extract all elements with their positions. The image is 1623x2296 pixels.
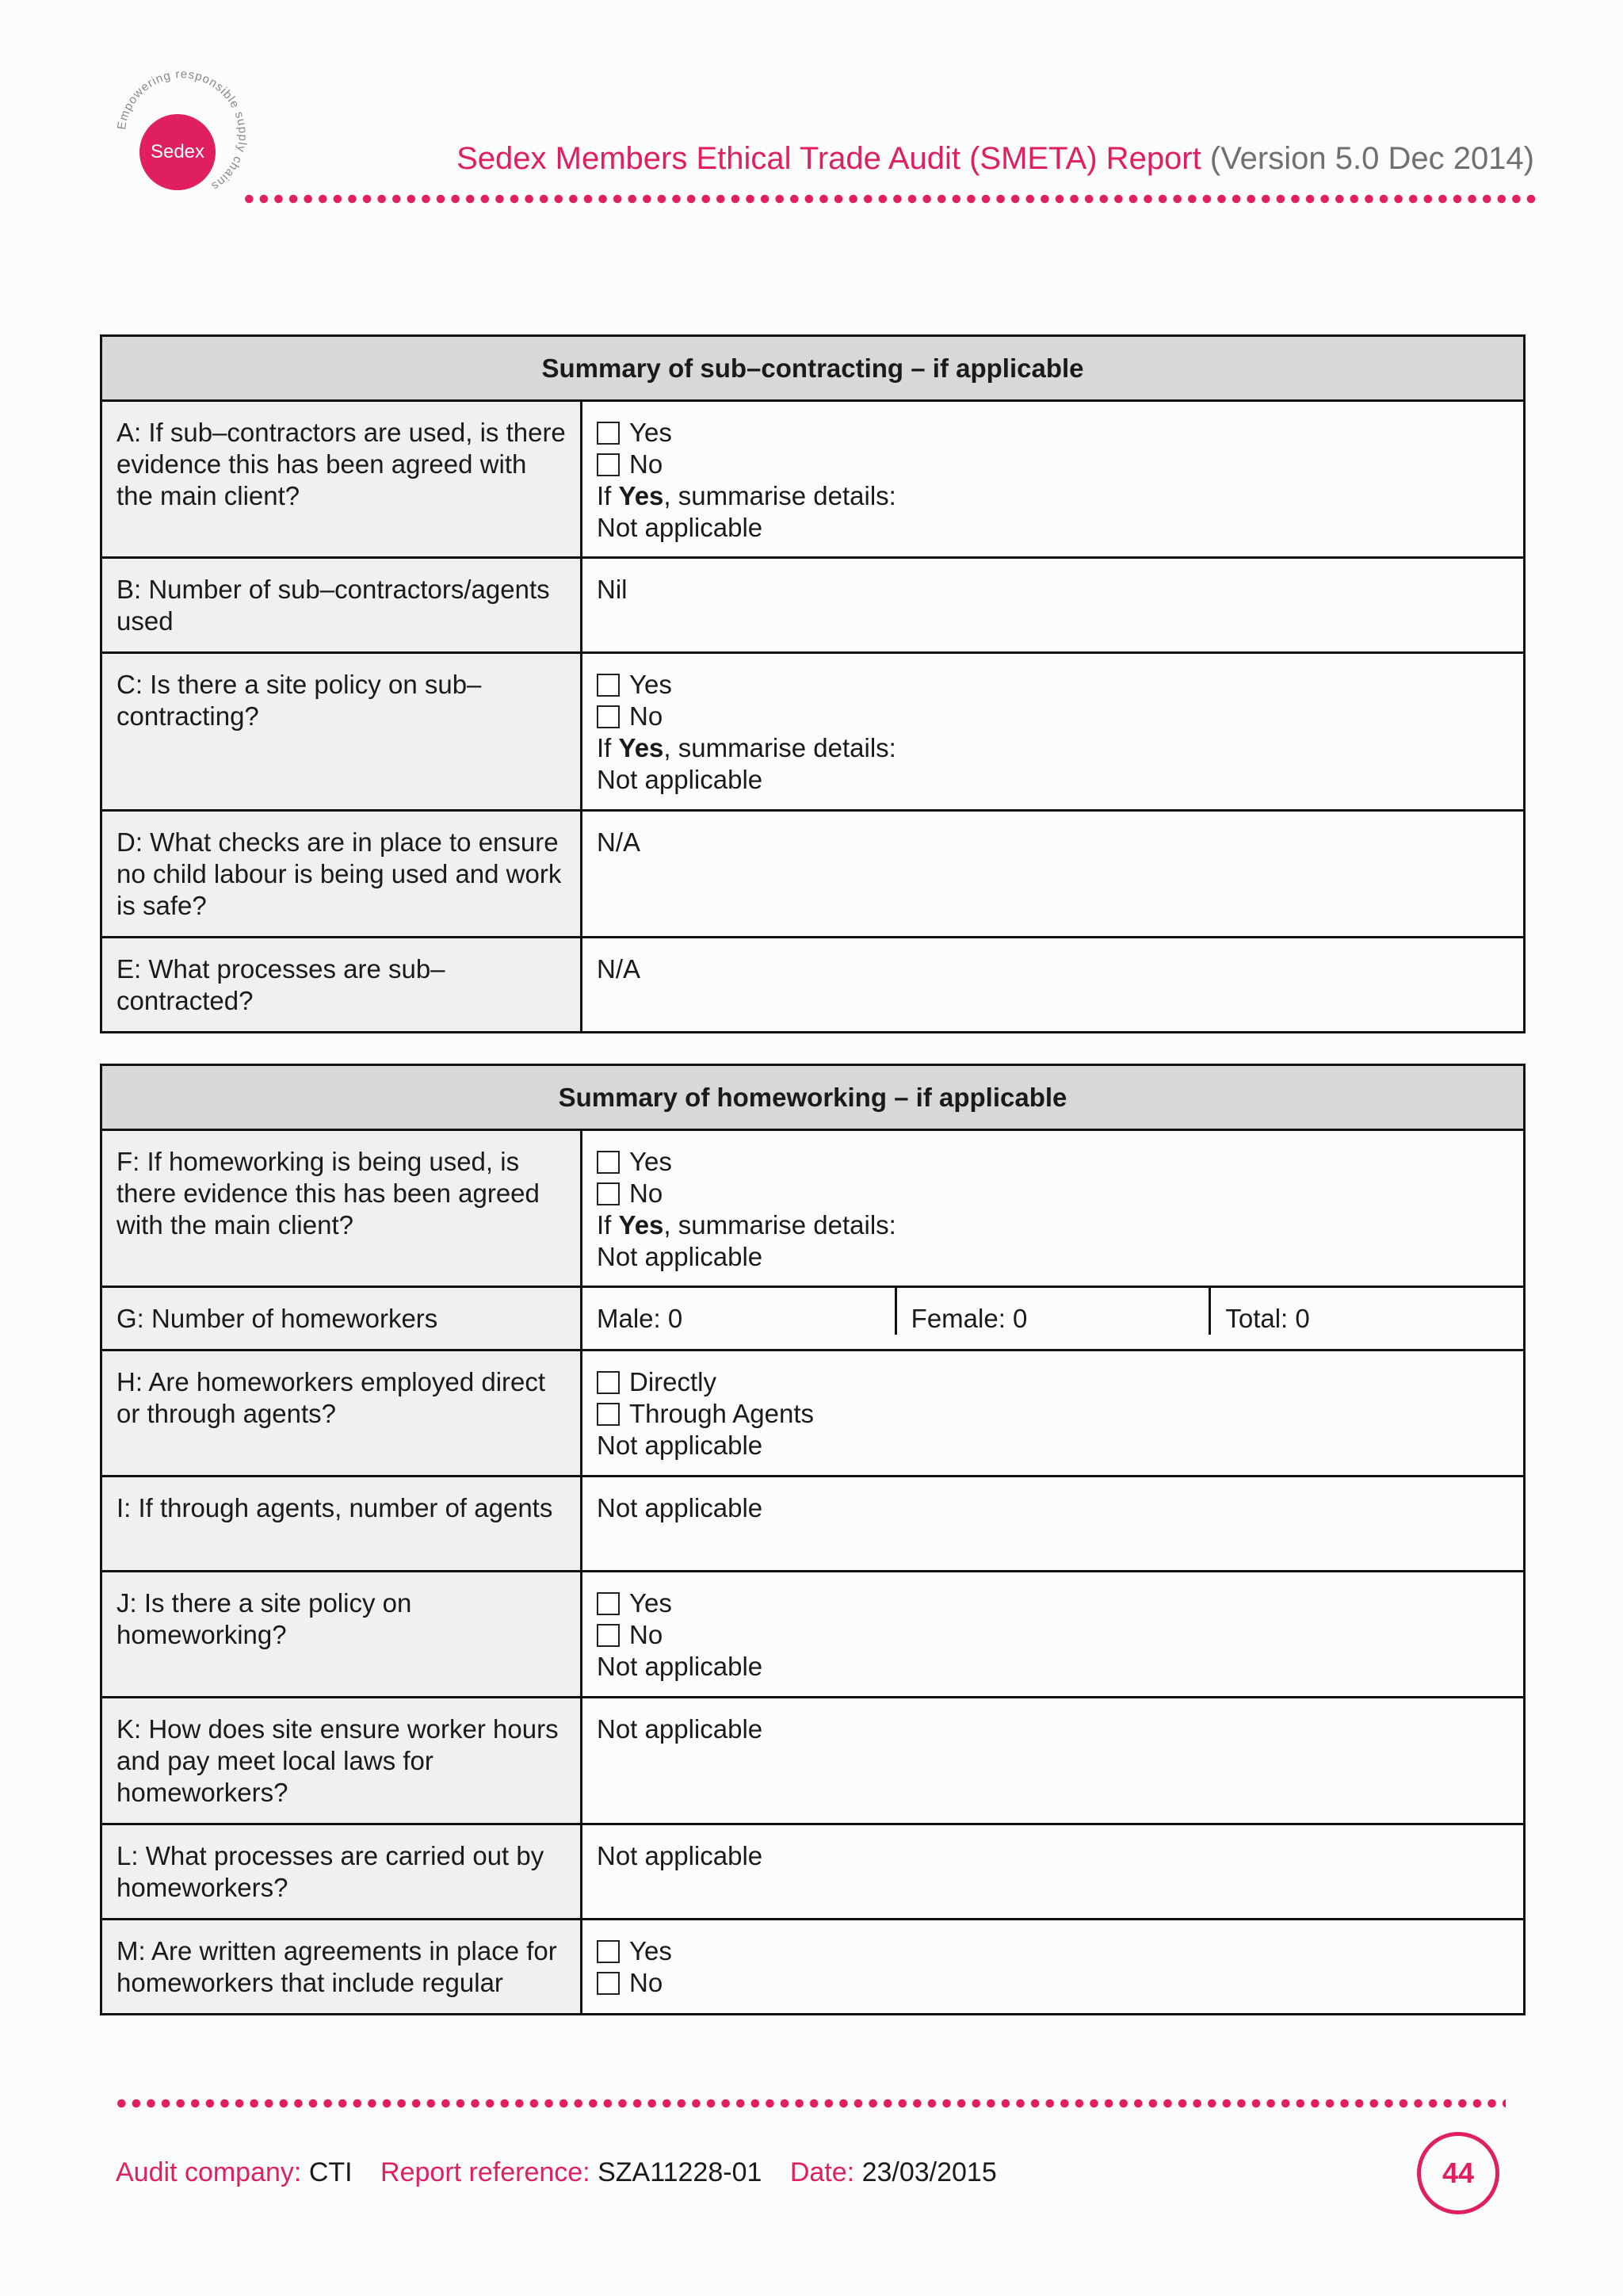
table-row bbox=[101, 558, 1525, 653]
checkbox-label: No bbox=[629, 449, 663, 479]
checkbox-j-no[interactable] bbox=[597, 1624, 620, 1647]
audit-company: CTI bbox=[308, 2157, 353, 2187]
question-f: F: If homeworking is being used, is there evidence this has been agreed with the main client? bbox=[101, 1130, 582, 1287]
detail-c: Not applicable bbox=[597, 765, 763, 794]
question-l: L: What processes are carried out by homeworkers? bbox=[101, 1824, 582, 1920]
report-reference: SZA11228-01 bbox=[598, 2157, 762, 2187]
checkbox-f-no[interactable] bbox=[597, 1182, 620, 1205]
table-row bbox=[101, 653, 1525, 811]
checkbox-label: Yes bbox=[629, 1147, 672, 1176]
report-reference-label: Report reference: bbox=[380, 2157, 590, 2187]
total-count: Total: 0 bbox=[1209, 1288, 1523, 1335]
question-i: I: If through agents, number of agents bbox=[101, 1477, 582, 1572]
answer-g bbox=[582, 1287, 1525, 1350]
table-row bbox=[101, 1477, 1525, 1572]
answer-f bbox=[582, 1130, 1525, 1287]
checkbox-label: No bbox=[629, 1968, 663, 1997]
if-yes-prompt: If Yes, summarise details: bbox=[597, 481, 896, 510]
homeworking-heading: Summary of homeworking – if applicable bbox=[101, 1065, 1525, 1130]
question-e: E: What processes are sub–contracted? bbox=[101, 938, 582, 1033]
checkbox-h-agents[interactable] bbox=[597, 1403, 620, 1426]
checkbox-m-no[interactable] bbox=[597, 1972, 620, 1995]
header-divider bbox=[242, 193, 1536, 204]
female-count: Female: 0 bbox=[895, 1288, 1209, 1335]
checkbox-label: No bbox=[629, 1620, 663, 1649]
table-row bbox=[101, 1698, 1525, 1824]
footer bbox=[116, 2157, 1018, 2188]
page-number: 44 bbox=[1417, 2132, 1499, 2214]
detail-a: Not applicable bbox=[597, 513, 763, 542]
checkbox-label: Through Agents bbox=[629, 1399, 814, 1428]
answer-c bbox=[582, 653, 1525, 811]
if-yes-prompt: If Yes, summarise details: bbox=[597, 1210, 896, 1240]
detail-f: Not applicable bbox=[597, 1242, 763, 1271]
checkbox-label: No bbox=[629, 1179, 663, 1208]
answer-l: Not applicable bbox=[582, 1824, 1525, 1920]
question-j: J: Is there a site policy on homeworking? bbox=[101, 1572, 582, 1698]
table-row bbox=[101, 1350, 1525, 1477]
table-row bbox=[101, 1130, 1525, 1287]
report-version: (Version 5.0 Dec 2014) bbox=[1209, 141, 1534, 176]
question-c: C: Is there a site policy on sub–contracting? bbox=[101, 653, 582, 811]
if-yes-prompt: If Yes, summarise details: bbox=[597, 733, 896, 762]
answer-b: Nil bbox=[582, 558, 1525, 653]
answer-e: N/A bbox=[582, 938, 1525, 1033]
date-label: Date: bbox=[789, 2157, 855, 2187]
question-k: K: How does site ensure worker hours and pay meet local laws for homeworkers? bbox=[101, 1698, 582, 1824]
table-row bbox=[101, 1824, 1525, 1920]
answer-h bbox=[582, 1350, 1525, 1477]
date: 23/03/2015 bbox=[861, 2157, 997, 2187]
table-row bbox=[101, 401, 1525, 558]
checkbox-label: Yes bbox=[629, 1936, 672, 1966]
checkbox-label: No bbox=[629, 701, 663, 731]
logo-wordmark: Sedex bbox=[150, 141, 205, 162]
answer-i: Not applicable bbox=[582, 1477, 1525, 1572]
subcontracting-table bbox=[100, 334, 1526, 1033]
checkbox-label: Yes bbox=[629, 1588, 672, 1618]
answer-m bbox=[582, 1920, 1525, 2015]
table-row bbox=[101, 1572, 1525, 1698]
table-row bbox=[101, 1287, 1525, 1350]
answer-j bbox=[582, 1572, 1525, 1698]
checkbox-label: Yes bbox=[629, 670, 672, 699]
sedex-logo bbox=[111, 57, 254, 216]
checkbox-label: Directly bbox=[629, 1367, 717, 1396]
question-d: D: What checks are in place to ensure no child labour is being used and work is safe? bbox=[101, 811, 582, 938]
answer-a bbox=[582, 401, 1525, 558]
table-row bbox=[101, 811, 1525, 938]
homeworking-table bbox=[100, 1064, 1526, 2015]
audit-company-label: Audit company: bbox=[116, 2157, 302, 2187]
checkbox-j-yes[interactable] bbox=[597, 1592, 620, 1615]
detail-j: Not applicable bbox=[597, 1652, 763, 1681]
checkbox-h-directly[interactable] bbox=[597, 1371, 620, 1394]
answer-d: N/A bbox=[582, 811, 1525, 938]
detail-h: Not applicable bbox=[597, 1431, 763, 1460]
question-b: B: Number of sub–contractors/agents used bbox=[101, 558, 582, 653]
table-row bbox=[101, 938, 1525, 1033]
question-g: G: Number of homeworkers bbox=[101, 1287, 582, 1350]
checkbox-f-yes[interactable] bbox=[597, 1151, 620, 1174]
question-m: M: Are written agreements in place for homeworkers that include regular bbox=[101, 1920, 582, 2015]
checkbox-c-yes[interactable] bbox=[597, 674, 620, 697]
question-a: A: If sub–contractors are used, is there evidence this has been agreed with the main client? bbox=[101, 401, 582, 558]
checkbox-a-no[interactable] bbox=[597, 453, 620, 476]
checkbox-m-yes[interactable] bbox=[597, 1940, 620, 1963]
report-title-main: Sedex Members Ethical Trade Audit (SMETA) Report bbox=[456, 141, 1201, 176]
answer-k: Not applicable bbox=[582, 1698, 1525, 1824]
logo-tagline: Empowering responsible supply chains bbox=[114, 67, 250, 193]
question-h: H: Are homeworkers employed direct or through agents? bbox=[101, 1350, 582, 1477]
checkbox-c-no[interactable] bbox=[597, 705, 620, 728]
male-count: Male: 0 bbox=[597, 1304, 683, 1333]
footer-divider bbox=[114, 2098, 1506, 2109]
table-row bbox=[101, 1920, 1525, 2015]
report-title bbox=[456, 141, 1534, 177]
subcontracting-heading: Summary of sub–contracting – if applicable bbox=[101, 336, 1525, 401]
checkbox-label: Yes bbox=[629, 418, 672, 447]
checkbox-a-yes[interactable] bbox=[597, 422, 620, 445]
